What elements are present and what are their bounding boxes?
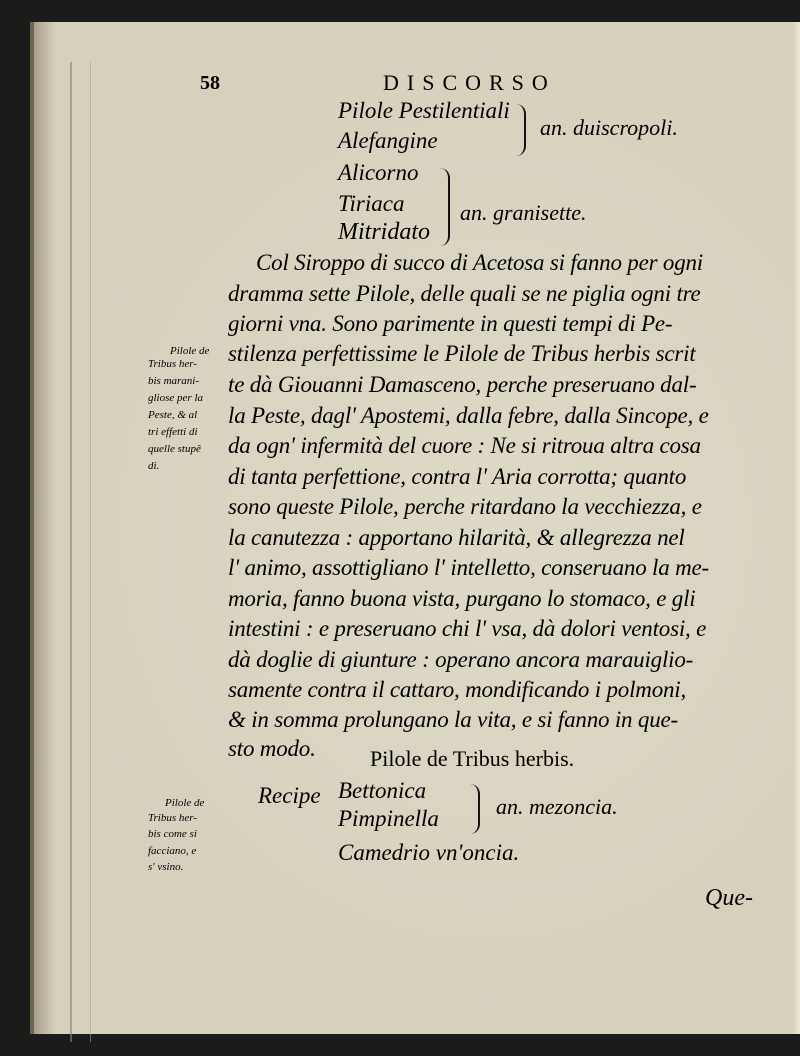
margin-note-line: Tribus her- bbox=[148, 812, 197, 824]
catchword: Que- bbox=[705, 885, 753, 911]
text-line: Col Siroppo di succo di Acetosa si fanno per ogni bbox=[256, 250, 703, 275]
text-line: da ogn' infermità del cuore : Ne si ritroua altra cosa bbox=[228, 433, 701, 458]
margin-note-line: s' vsino. bbox=[148, 861, 184, 873]
margin-note-line: gliose per la bbox=[148, 392, 203, 404]
running-title: DISCORSO bbox=[383, 70, 556, 95]
margin-note-line: bis come si bbox=[148, 828, 197, 840]
margin-note-line: tri effetti di bbox=[148, 426, 198, 438]
text-line: l' animo, assottigliano l' intelletto, conseruano la me- bbox=[228, 555, 709, 580]
list-item: Alicorno bbox=[338, 160, 419, 185]
margin-note-line: Peste, & al bbox=[148, 409, 198, 421]
text-line: te dà Giouanni Damasceno, perche preseruano dal- bbox=[228, 372, 697, 397]
text-line: la Peste, dagl' Apostemi, dalla febre, dalla Sincope, e bbox=[228, 403, 709, 428]
recipe-item: Bettonica bbox=[338, 778, 427, 803]
list-item: Pilole Pestilentiali bbox=[338, 98, 510, 123]
text-line: & in somma prolungano la vita, e si fanno in que- bbox=[228, 707, 678, 732]
text-line: giorni vna. Sono parimente in questi tempi di Pe- bbox=[228, 311, 673, 336]
text-line: di tanta perfettione, contra l' Aria corrotta; quanto bbox=[228, 464, 687, 489]
list-item: Tiriaca bbox=[338, 191, 405, 216]
recipe-label: Recipe bbox=[258, 783, 321, 808]
text-line: samente contra il cattaro, mondificando i polmoni, bbox=[228, 677, 687, 702]
recipe-item: Camedrio vn'oncia. bbox=[338, 840, 520, 865]
margin-note-line: Pilole de bbox=[170, 345, 210, 357]
text-line: sto modo. bbox=[228, 736, 316, 761]
margin-note-line: bis marani- bbox=[148, 375, 200, 387]
recipe-item: Pimpinella bbox=[338, 806, 439, 831]
brace bbox=[440, 168, 450, 246]
list-item: Alefangine bbox=[338, 128, 438, 153]
list-item: Mitridato bbox=[338, 219, 431, 245]
section-heading: Pilole de Tribus herbis. bbox=[370, 746, 575, 771]
text-line: moria, fanno buona vista, purgano lo stomaco, e gli bbox=[228, 586, 696, 611]
page-number: 58 bbox=[200, 72, 220, 94]
margin-note-line: facciano, e bbox=[148, 845, 197, 857]
margin-note-line: di. bbox=[148, 460, 160, 472]
brace bbox=[470, 784, 480, 834]
text-line: la canutezza : apportano hilarità, & allegrezza nel bbox=[228, 525, 685, 550]
margin-note-line: quelle stupê bbox=[148, 443, 201, 455]
text-line: stilenza perfettissime le Pilole de Tribus herbis scrit bbox=[228, 341, 696, 366]
brace bbox=[516, 104, 526, 156]
text-line: intestini : e preseruano chi l' vsa, dà dolori ventosi, e bbox=[228, 616, 707, 641]
binding-gutter bbox=[70, 62, 91, 1042]
amount-label: an. granisette. bbox=[460, 200, 587, 225]
margin-note-line: Pilole de bbox=[165, 797, 205, 809]
recipe-amount: an. mezoncia. bbox=[496, 794, 618, 819]
text-line: sono queste Pilole, perche ritardano la vecchiezza, e bbox=[228, 494, 702, 519]
text-line: dà doglie di giunture : operano ancora marauiglio- bbox=[228, 647, 694, 672]
amount-label: an. duiscropoli. bbox=[540, 115, 678, 140]
margin-note-line: Tribus her- bbox=[148, 358, 197, 370]
text-line: dramma sette Pilole, delle quali se ne piglia ogni tre bbox=[228, 281, 701, 306]
